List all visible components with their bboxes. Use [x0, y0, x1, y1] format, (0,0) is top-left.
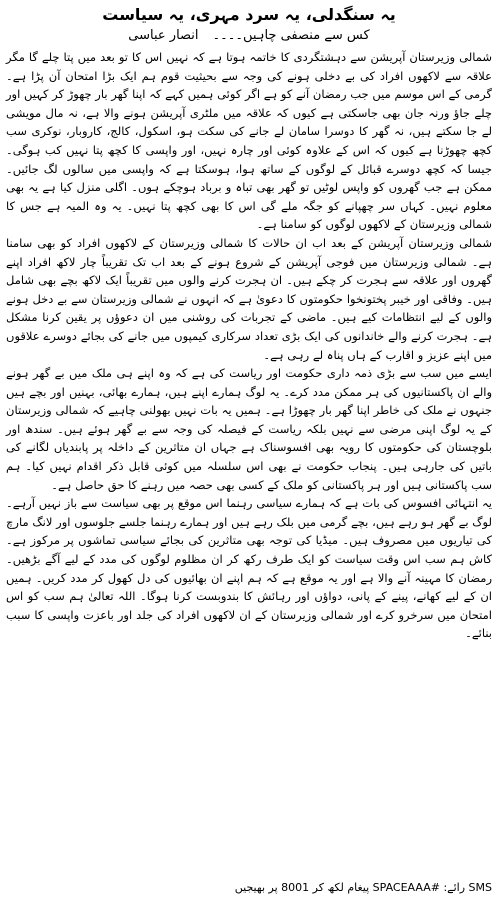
article-paragraph: یہ انتہائی افسوس کی بات ہے کہ ہمارے سیاسی رہنما اس موقع پر بھی سیاست سے باز نہیں آرہے۔ لوگ بے گھر ہو رہے ہیں، بچے گرمی میں بلک رہے ہیں اور ہمارے رہنما جلسے جلوسوں اور لانگ مارچ کی تیاریوں میں مصروف ہیں۔ میڈیا کی توجہ بھی متاثرین کی بجائے سیاسی تماشوں پر مرکوز ہے۔ کاش ہم سب اس وقت سیاست کو ایک طرف رکھ کر ان مظلوم لوگوں کی مدد کے لیے آگے بڑھیں۔ رمضان کا مہینہ آنے والا ہے اور یہ موقع ہے کہ ہم اپنے ان بھائیوں کی دل کھول کر مدد کریں۔ ہمیں ان کے لیے کھانے، پینے کے پانی، دواؤں اور رہائش کا بندوبست کرنا ہوگا۔ اللہ تعالیٰ ہم سب کو اس امتحان میں سرخرو کرے اور شمالی وزیرستان کے ان لاکھوں افراد کی جلد اور باعزت واپسی کا سبب بنائے۔	[6, 496, 492, 641]
article-author: انصار عباسی	[128, 28, 199, 43]
article-byline	[6, 26, 492, 46]
sms-feedback-note: SMS رائے: #SPACEAAA پیغام لکھ کر 8001 پر بھیجیں	[234, 881, 492, 894]
article-title: یہ سنگدلی، یہ سرد مہری، یہ سیاست	[102, 5, 396, 24]
article-paragraph: شمالی وزیرستان آپریشن کے بعد اب ان حالات کا شمالی وزیرستان کے لاکھوں افراد کو بھی سامنا ہے۔ شمالی وزیرستان میں فوجی آپریشن کے شروع ہونے کے بعد اب تک تقریباً چار لاکھ افراد اپنے گھروں اور علاقہ سے ہجرت کر چکے ہیں۔ ان ہجرت کرنے والوں میں تقریباً ایک لاکھ بچے بھی شامل ہیں۔ وفاقی اور خیبر پختونخوا حکومتوں کا دعویٰ ہے کہ انہوں نے شمالی وزیرستان سے بے دخل ہونے والوں کے لیے انتظامات کیے ہیں۔ ماضی کے تجربات کی روشنی میں ان دعوؤں پر یقین کرنا مشکل ہے۔ ہجرت کرنے والے خاندانوں کی ایک بڑی تعداد سرکاری کیمپوں میں جانے کی بجائے دوسرے علاقوں میں اپنے عزیز و اقارب کے ہاں پناہ لے رہی ہے۔	[6, 235, 492, 362]
article-subtitle: کس سے منصفی چاہیں۔۔۔۔	[212, 28, 370, 43]
article-paragraph: شمالی وزیرستان آپریشن سے دہشتگردی کا خاتمہ ہوتا ہے کہ نہیں اس کا تو بعد میں پتا چلے گا مگر علاقہ سے لاکھوں افراد کی بے دخلی ہونے کی وجہ سے بحیثیت قوم ہم ایک بڑا امتحان آن پڑا ہے۔ گرمی کے اس موسم میں جب رمضان آنے کو ہے اگر کوئی ہمیں کہے کہ اپنا گھر بار چھوڑ کر کہیں اور چلے جاؤ ورنہ جان بھی جاسکتی ہے کیوں کہ علاقہ میں ملٹری آپریشن ہونے والا ہے، نہ مال مویشی لے جا سکتے ہیں، نہ گھر کا دوسرا سامان لے جانے کی سکت ہو، اسکول، کالج، کاروبار، نوکری سب کچھ چھوڑنا ہے کیوں کہ اس کے علاوہ کوئی اور چارہ نہیں، اور واپسی کا کچھ پتا نہیں کب ہوگی۔ جیسا کہ کچھ دوسرے قبائل کے لوگوں کے ساتھ ہوا، ہوسکتا ہے کہ واپسی میں سالوں لگ جائیں۔ ممکن ہے جب گھروں کو واپس لوٹیں تو گھر بھی تباہ و برباد ہوچکے ہوں۔ اگلی منزل کیا ہے یہ بھی معلوم نہیں۔ کہاں سر چھپانے کو جگہ ملے گی اس کا بھی کچھ پتا نہیں۔ یہ وہ المیہ ہے جس کا شمالی وزیرستان کے لاکھوں لوگوں کو سامنا ہے۔	[6, 50, 492, 232]
article-paragraph: ایسے میں سب سے بڑی ذمہ داری حکومت اور ریاست کی ہے کہ وہ اپنے ہی ملک میں بے گھر ہونے والے ان پاکستانیوں کی ہر ممکن مدد کرے۔ یہ لوگ ہمارے اپنے ہیں، ہمارے بھائی، بہنیں اور بچے ہیں جنہوں نے ملک کی خاطر اپنا گھر بار چھوڑا ہے۔ ہمیں یہ بات نہیں بھولنی چاہیے کہ شمالی وزیرستان کے یہ لوگ اپنی مرضی سے نہیں بلکہ ریاست کے فیصلہ کی وجہ سے بے گھر ہوئے ہیں۔ سندھ اور بلوچستان کی حکومتوں کا رویہ بھی افسوسناک ہے جہاں ان متاثرین کے داخلہ پر پابندیاں لگانے کی باتیں کی جارہی ہیں۔ پنجاب حکومت نے بھی اس سلسلہ میں کوئی قابل ذکر اقدام نہیں کیا۔ ہم سب پاکستانی ہیں اور ہر پاکستانی کو ملک کے کسی بھی حصہ میں رہنے کا حق حاصل ہے۔	[6, 366, 492, 492]
article-body	[6, 48, 492, 643]
